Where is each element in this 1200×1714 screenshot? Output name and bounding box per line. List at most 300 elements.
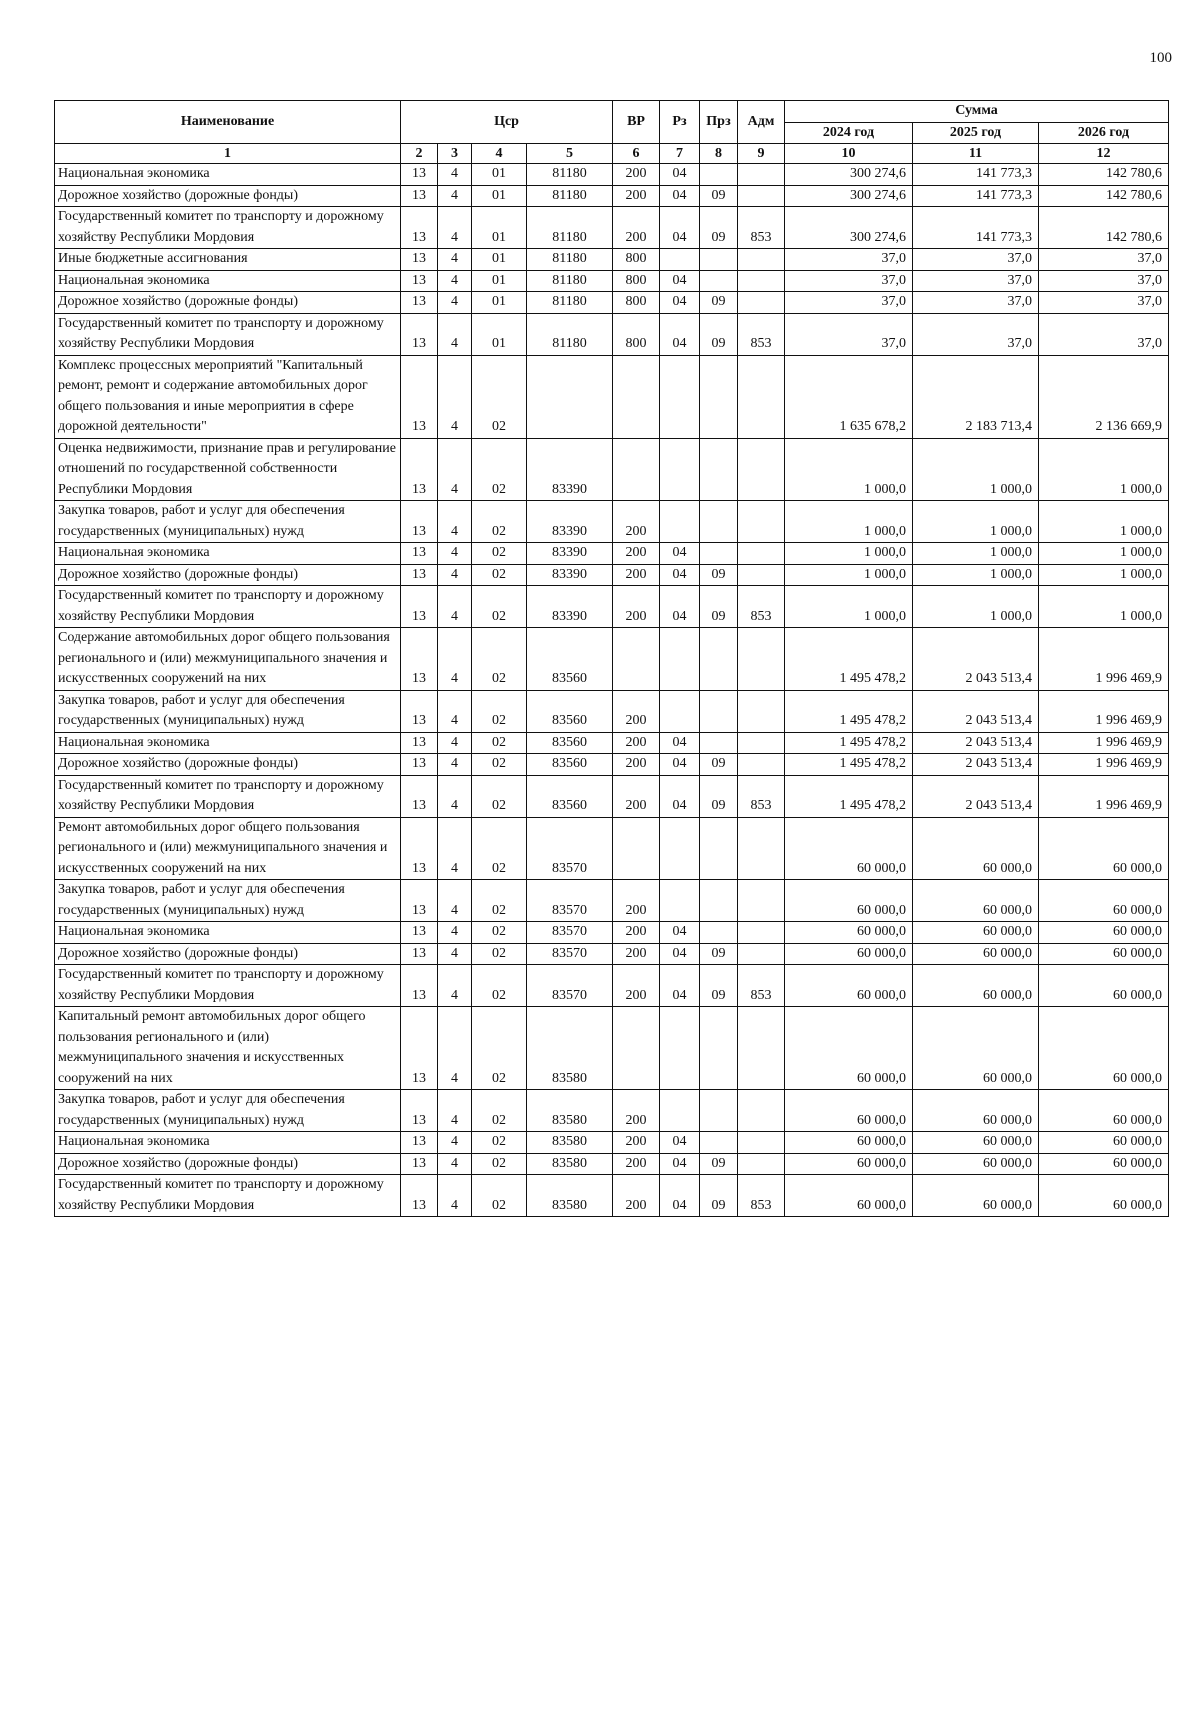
csr-part-3: 01 <box>472 270 527 292</box>
amount-2026: 1 996 469,9 <box>1039 754 1169 776</box>
amount-2024: 1 495 478,2 <box>785 754 913 776</box>
csr-part-3: 02 <box>472 543 527 565</box>
table-row <box>55 690 1169 732</box>
amount-2025: 1 000,0 <box>913 543 1039 565</box>
csr-part-3: 01 <box>472 164 527 186</box>
amount-2026: 60 000,0 <box>1039 1153 1169 1175</box>
adm-code <box>738 270 785 292</box>
csr-part-1: 13 <box>401 754 438 776</box>
csr-part-2: 4 <box>438 249 472 271</box>
csr-part-3: 02 <box>472 564 527 586</box>
column-index: 8 <box>700 144 738 164</box>
prz-code <box>700 270 738 292</box>
csr-part-4: 81180 <box>527 164 613 186</box>
adm-code <box>738 922 785 944</box>
csr-part-3: 02 <box>472 438 527 501</box>
amount-2026: 1 996 469,9 <box>1039 775 1169 817</box>
csr-part-1: 13 <box>401 690 438 732</box>
csr-part-3: 01 <box>472 185 527 207</box>
rz-code <box>660 355 700 438</box>
vr-code: 200 <box>613 164 660 186</box>
csr-part-2: 4 <box>438 185 472 207</box>
csr-part-1: 13 <box>401 880 438 922</box>
header-rz: Рз <box>660 101 700 144</box>
amount-2024: 1 000,0 <box>785 501 913 543</box>
row-name: Национальная экономика <box>55 1132 401 1154</box>
amount-2026: 1 996 469,9 <box>1039 628 1169 691</box>
amount-2026: 60 000,0 <box>1039 1090 1169 1132</box>
prz-code <box>700 817 738 880</box>
amount-2026: 1 996 469,9 <box>1039 690 1169 732</box>
amount-2024: 37,0 <box>785 270 913 292</box>
rz-code: 04 <box>660 543 700 565</box>
csr-part-2: 4 <box>438 313 472 355</box>
prz-code: 09 <box>700 965 738 1007</box>
prz-code: 09 <box>700 775 738 817</box>
amount-2026: 37,0 <box>1039 313 1169 355</box>
amount-2025: 37,0 <box>913 292 1039 314</box>
header-year-2024: 2024 год <box>785 122 913 144</box>
table-row <box>55 817 1169 880</box>
prz-code <box>700 543 738 565</box>
row-name: Дорожное хозяйство (дорожные фонды) <box>55 943 401 965</box>
amount-2024: 300 274,6 <box>785 164 913 186</box>
amount-2025: 141 773,3 <box>913 164 1039 186</box>
amount-2025: 1 000,0 <box>913 501 1039 543</box>
adm-code: 853 <box>738 1175 785 1217</box>
column-index: 11 <box>913 144 1039 164</box>
table-row <box>55 207 1169 249</box>
vr-code <box>613 628 660 691</box>
vr-code <box>613 438 660 501</box>
rz-code <box>660 249 700 271</box>
csr-part-3: 02 <box>472 1175 527 1217</box>
header-vr: ВР <box>613 101 660 144</box>
csr-part-3: 02 <box>472 965 527 1007</box>
csr-part-1: 13 <box>401 1132 438 1154</box>
csr-part-1: 13 <box>401 817 438 880</box>
amount-2024: 60 000,0 <box>785 1153 913 1175</box>
vr-code: 800 <box>613 270 660 292</box>
csr-part-2: 4 <box>438 1175 472 1217</box>
row-name: Национальная экономика <box>55 164 401 186</box>
amount-2024: 300 274,6 <box>785 207 913 249</box>
table-row <box>55 586 1169 628</box>
prz-code <box>700 922 738 944</box>
adm-code <box>738 690 785 732</box>
rz-code <box>660 817 700 880</box>
rz-code: 04 <box>660 775 700 817</box>
row-name: Государственный комитет по транспорту и дорожному хозяйству Республики Мордовия <box>55 775 401 817</box>
vr-code: 200 <box>613 690 660 732</box>
row-name: Национальная экономика <box>55 922 401 944</box>
vr-code: 200 <box>613 586 660 628</box>
header-year-2025: 2025 год <box>913 122 1039 144</box>
csr-part-1: 13 <box>401 1007 438 1090</box>
amount-2026: 1 000,0 <box>1039 586 1169 628</box>
rz-code: 04 <box>660 1153 700 1175</box>
csr-part-2: 4 <box>438 564 472 586</box>
adm-code <box>738 249 785 271</box>
csr-part-1: 13 <box>401 270 438 292</box>
amount-2026: 60 000,0 <box>1039 817 1169 880</box>
csr-part-1: 13 <box>401 501 438 543</box>
amount-2024: 60 000,0 <box>785 880 913 922</box>
csr-part-1: 13 <box>401 943 438 965</box>
csr-part-4: 83560 <box>527 754 613 776</box>
amount-2024: 60 000,0 <box>785 1132 913 1154</box>
csr-part-2: 4 <box>438 754 472 776</box>
csr-part-2: 4 <box>438 1090 472 1132</box>
csr-part-1: 13 <box>401 438 438 501</box>
csr-part-2: 4 <box>438 1153 472 1175</box>
row-name: Капитальный ремонт автомобильных дорог общего пользования регионального и (или) межмуниципального значения и искусственных сооружений на них <box>55 1007 401 1090</box>
amount-2025: 141 773,3 <box>913 207 1039 249</box>
csr-part-4: 83390 <box>527 501 613 543</box>
row-name: Национальная экономика <box>55 732 401 754</box>
adm-code: 853 <box>738 775 785 817</box>
csr-part-4: 83580 <box>527 1090 613 1132</box>
csr-part-3: 02 <box>472 732 527 754</box>
rz-code: 04 <box>660 1132 700 1154</box>
csr-part-2: 4 <box>438 164 472 186</box>
prz-code: 09 <box>700 313 738 355</box>
csr-part-4: 81180 <box>527 270 613 292</box>
table-row <box>55 754 1169 776</box>
amount-2025: 2 043 513,4 <box>913 754 1039 776</box>
vr-code: 200 <box>613 732 660 754</box>
adm-code <box>738 438 785 501</box>
prz-code <box>700 438 738 501</box>
prz-code <box>700 1132 738 1154</box>
prz-code: 09 <box>700 754 738 776</box>
csr-part-3: 02 <box>472 586 527 628</box>
table-row <box>55 438 1169 501</box>
adm-code <box>738 1007 785 1090</box>
amount-2025: 60 000,0 <box>913 943 1039 965</box>
header-year-2026: 2026 год <box>1039 122 1169 144</box>
rz-code: 04 <box>660 313 700 355</box>
column-index: 2 <box>401 144 438 164</box>
csr-part-3: 02 <box>472 1153 527 1175</box>
csr-part-3: 02 <box>472 355 527 438</box>
csr-part-3: 02 <box>472 943 527 965</box>
vr-code: 800 <box>613 292 660 314</box>
adm-code: 853 <box>738 586 785 628</box>
prz-code <box>700 355 738 438</box>
table-row <box>55 732 1169 754</box>
amount-2024: 1 495 478,2 <box>785 732 913 754</box>
csr-part-4: 83570 <box>527 965 613 1007</box>
rz-code <box>660 501 700 543</box>
amount-2025: 2 043 513,4 <box>913 690 1039 732</box>
amount-2026: 60 000,0 <box>1039 965 1169 1007</box>
amount-2026: 60 000,0 <box>1039 1132 1169 1154</box>
prz-code <box>700 690 738 732</box>
vr-code: 200 <box>613 1175 660 1217</box>
adm-code <box>738 628 785 691</box>
csr-part-1: 13 <box>401 732 438 754</box>
vr-code: 200 <box>613 922 660 944</box>
adm-code <box>738 754 785 776</box>
vr-code <box>613 1007 660 1090</box>
header-prz: Прз <box>700 101 738 144</box>
adm-code <box>738 185 785 207</box>
amount-2026: 1 996 469,9 <box>1039 732 1169 754</box>
rz-code: 04 <box>660 943 700 965</box>
adm-code <box>738 1132 785 1154</box>
amount-2024: 60 000,0 <box>785 817 913 880</box>
rz-code <box>660 628 700 691</box>
amount-2024: 1 000,0 <box>785 564 913 586</box>
csr-part-2: 4 <box>438 1132 472 1154</box>
prz-code <box>700 1007 738 1090</box>
amount-2025: 37,0 <box>913 249 1039 271</box>
table-row <box>55 543 1169 565</box>
column-index: 12 <box>1039 144 1169 164</box>
csr-part-4: 83390 <box>527 543 613 565</box>
amount-2025: 37,0 <box>913 313 1039 355</box>
amount-2026: 37,0 <box>1039 249 1169 271</box>
adm-code <box>738 543 785 565</box>
header-name: Наименование <box>55 101 401 144</box>
adm-code <box>738 1153 785 1175</box>
amount-2024: 1 495 478,2 <box>785 775 913 817</box>
vr-code <box>613 817 660 880</box>
csr-part-1: 13 <box>401 965 438 1007</box>
prz-code: 09 <box>700 292 738 314</box>
csr-part-4: 83390 <box>527 564 613 586</box>
csr-part-3: 02 <box>472 1007 527 1090</box>
csr-part-3: 02 <box>472 754 527 776</box>
rz-code: 04 <box>660 270 700 292</box>
csr-part-2: 4 <box>438 965 472 1007</box>
rz-code <box>660 690 700 732</box>
amount-2026: 1 000,0 <box>1039 543 1169 565</box>
csr-part-4: 83580 <box>527 1175 613 1217</box>
table-row <box>55 501 1169 543</box>
column-index: 7 <box>660 144 700 164</box>
amount-2025: 60 000,0 <box>913 1007 1039 1090</box>
prz-code: 09 <box>700 1175 738 1217</box>
csr-part-2: 4 <box>438 270 472 292</box>
column-index: 5 <box>527 144 613 164</box>
amount-2024: 37,0 <box>785 313 913 355</box>
column-index-row <box>55 144 1169 164</box>
row-name: Оценка недвижимости, признание прав и регулирование отношений по государственной собственности Республики Мордовия <box>55 438 401 501</box>
amount-2026: 1 000,0 <box>1039 501 1169 543</box>
csr-part-3: 02 <box>472 690 527 732</box>
prz-code: 09 <box>700 1153 738 1175</box>
amount-2024: 37,0 <box>785 292 913 314</box>
csr-part-3: 01 <box>472 313 527 355</box>
column-index: 9 <box>738 144 785 164</box>
adm-code <box>738 564 785 586</box>
vr-code: 200 <box>613 207 660 249</box>
table-row <box>55 880 1169 922</box>
amount-2026: 142 780,6 <box>1039 164 1169 186</box>
csr-part-2: 4 <box>438 880 472 922</box>
row-name: Государственный комитет по транспорту и дорожному хозяйству Республики Мордовия <box>55 586 401 628</box>
amount-2026: 142 780,6 <box>1039 207 1169 249</box>
prz-code <box>700 732 738 754</box>
table-row <box>55 922 1169 944</box>
rz-code: 04 <box>660 164 700 186</box>
csr-part-3: 02 <box>472 1090 527 1132</box>
csr-part-2: 4 <box>438 292 472 314</box>
amount-2026: 1 000,0 <box>1039 438 1169 501</box>
amount-2025: 141 773,3 <box>913 185 1039 207</box>
rz-code: 04 <box>660 185 700 207</box>
amount-2024: 60 000,0 <box>785 943 913 965</box>
csr-part-3: 02 <box>472 817 527 880</box>
csr-part-3: 02 <box>472 1132 527 1154</box>
csr-part-3: 02 <box>472 501 527 543</box>
amount-2024: 60 000,0 <box>785 965 913 1007</box>
vr-code: 200 <box>613 185 660 207</box>
adm-code <box>738 501 785 543</box>
row-name: Иные бюджетные ассигнования <box>55 249 401 271</box>
vr-code <box>613 355 660 438</box>
vr-code: 200 <box>613 754 660 776</box>
amount-2024: 60 000,0 <box>785 1090 913 1132</box>
amount-2024: 60 000,0 <box>785 922 913 944</box>
csr-part-1: 13 <box>401 249 438 271</box>
csr-part-4: 83570 <box>527 880 613 922</box>
amount-2024: 1 495 478,2 <box>785 690 913 732</box>
column-index: 6 <box>613 144 660 164</box>
amount-2025: 60 000,0 <box>913 817 1039 880</box>
csr-part-3: 01 <box>472 249 527 271</box>
rz-code <box>660 438 700 501</box>
header-adm: Адм <box>738 101 785 144</box>
amount-2025: 2 183 713,4 <box>913 355 1039 438</box>
header-row <box>55 101 1169 123</box>
csr-part-1: 13 <box>401 1175 438 1217</box>
row-name: Дорожное хозяйство (дорожные фонды) <box>55 185 401 207</box>
vr-code: 200 <box>613 543 660 565</box>
csr-part-2: 4 <box>438 501 472 543</box>
amount-2026: 60 000,0 <box>1039 922 1169 944</box>
amount-2024: 1 000,0 <box>785 438 913 501</box>
row-name: Государственный комитет по транспорту и дорожному хозяйству Республики Мордовия <box>55 965 401 1007</box>
table-row <box>55 943 1169 965</box>
table-row <box>55 292 1169 314</box>
rz-code: 04 <box>660 922 700 944</box>
amount-2025: 2 043 513,4 <box>913 775 1039 817</box>
rz-code: 04 <box>660 292 700 314</box>
header-sum: Сумма <box>785 101 1169 123</box>
row-name: Ремонт автомобильных дорог общего пользования регионального и (или) межмуниципального значения и искусственных сооружений на них <box>55 817 401 880</box>
csr-part-1: 13 <box>401 164 438 186</box>
row-name: Дорожное хозяйство (дорожные фонды) <box>55 754 401 776</box>
prz-code <box>700 501 738 543</box>
row-name: Дорожное хозяйство (дорожные фонды) <box>55 1153 401 1175</box>
csr-part-3: 01 <box>472 207 527 249</box>
row-name: Комплекс процессных мероприятий "Капитальный ремонт, ремонт и содержание автомобильных дорог общего пользования и иные мероприятия в сфере дорожной деятельности" <box>55 355 401 438</box>
csr-part-1: 13 <box>401 564 438 586</box>
rz-code: 04 <box>660 586 700 628</box>
csr-part-1: 13 <box>401 1090 438 1132</box>
table-row <box>55 1132 1169 1154</box>
table-row <box>55 164 1169 186</box>
vr-code: 200 <box>613 501 660 543</box>
vr-code: 200 <box>613 1090 660 1132</box>
csr-part-4: 83570 <box>527 922 613 944</box>
rz-code: 04 <box>660 564 700 586</box>
row-name: Национальная экономика <box>55 270 401 292</box>
rz-code: 04 <box>660 965 700 1007</box>
amount-2025: 1 000,0 <box>913 438 1039 501</box>
amount-2025: 60 000,0 <box>913 1175 1039 1217</box>
table-row <box>55 628 1169 691</box>
csr-part-2: 4 <box>438 732 472 754</box>
csr-part-3: 02 <box>472 922 527 944</box>
table-row <box>55 564 1169 586</box>
table-row <box>55 270 1169 292</box>
vr-code: 200 <box>613 880 660 922</box>
rz-code <box>660 1090 700 1132</box>
amount-2025: 60 000,0 <box>913 1090 1039 1132</box>
csr-part-1: 13 <box>401 207 438 249</box>
rz-code: 04 <box>660 207 700 249</box>
csr-part-1: 13 <box>401 922 438 944</box>
amount-2024: 60 000,0 <box>785 1007 913 1090</box>
prz-code: 09 <box>700 564 738 586</box>
amount-2026: 37,0 <box>1039 292 1169 314</box>
prz-code: 09 <box>700 185 738 207</box>
adm-code <box>738 943 785 965</box>
amount-2026: 60 000,0 <box>1039 1007 1169 1090</box>
amount-2025: 60 000,0 <box>913 965 1039 1007</box>
column-index: 10 <box>785 144 913 164</box>
rz-code: 04 <box>660 732 700 754</box>
adm-code <box>738 732 785 754</box>
adm-code <box>738 1090 785 1132</box>
amount-2025: 1 000,0 <box>913 564 1039 586</box>
rz-code: 04 <box>660 1175 700 1217</box>
csr-part-2: 4 <box>438 586 472 628</box>
csr-part-3: 02 <box>472 775 527 817</box>
row-name: Закупка товаров, работ и услуг для обеспечения государственных (муниципальных) нужд <box>55 880 401 922</box>
csr-part-2: 4 <box>438 628 472 691</box>
table-row <box>55 355 1169 438</box>
row-name: Государственный комитет по транспорту и дорожному хозяйству Республики Мордовия <box>55 1175 401 1217</box>
csr-part-1: 13 <box>401 543 438 565</box>
csr-part-4: 83570 <box>527 943 613 965</box>
prz-code <box>700 1090 738 1132</box>
amount-2025: 60 000,0 <box>913 922 1039 944</box>
amount-2025: 60 000,0 <box>913 1153 1039 1175</box>
csr-part-2: 4 <box>438 355 472 438</box>
table-row <box>55 1090 1169 1132</box>
adm-code: 853 <box>738 207 785 249</box>
table-row <box>55 1007 1169 1090</box>
amount-2024: 300 274,6 <box>785 185 913 207</box>
csr-part-4: 83560 <box>527 775 613 817</box>
prz-code <box>700 164 738 186</box>
adm-code <box>738 355 785 438</box>
csr-part-3: 01 <box>472 292 527 314</box>
rz-code <box>660 1007 700 1090</box>
row-name: Государственный комитет по транспорту и дорожному хозяйству Республики Мордовия <box>55 207 401 249</box>
csr-part-1: 13 <box>401 185 438 207</box>
rz-code <box>660 880 700 922</box>
csr-part-4: 81180 <box>527 185 613 207</box>
csr-part-2: 4 <box>438 922 472 944</box>
csr-part-2: 4 <box>438 438 472 501</box>
csr-part-2: 4 <box>438 1007 472 1090</box>
